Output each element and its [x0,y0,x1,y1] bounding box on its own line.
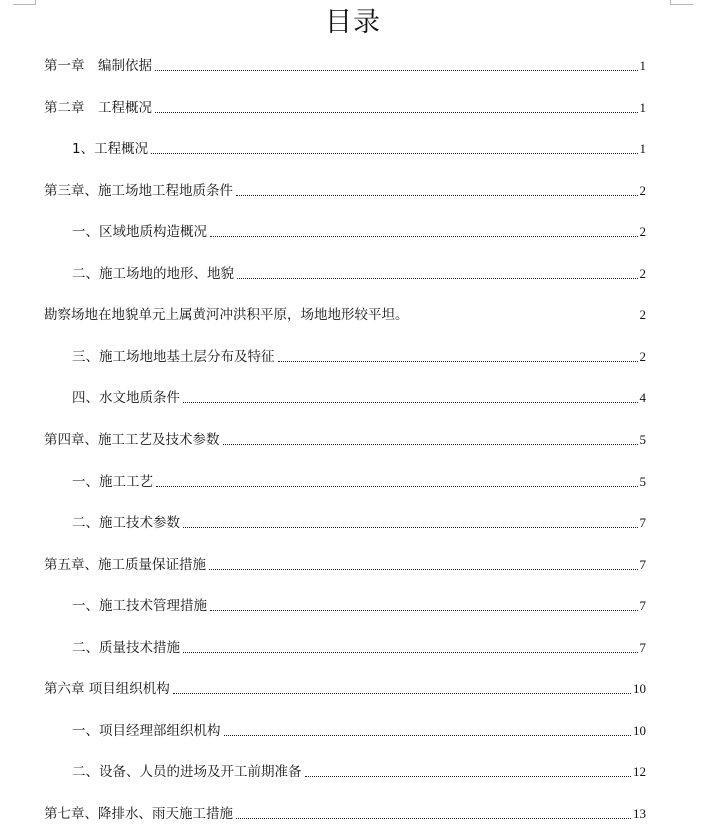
toc-entry[interactable] [44,803,646,823]
toc-entry[interactable] [44,304,646,324]
toc-dot-leader [305,775,632,777]
toc-entry[interactable] [72,595,646,615]
toc-entry-label: 二、施工技术参数 [72,515,180,532]
toc-dot-leader [210,235,638,237]
toc-dot-leader [209,568,638,570]
toc-entry-label: 第二章 工程概况 [44,99,152,116]
toc-dot-leader [278,360,638,362]
toc-entry[interactable] [72,263,646,283]
toc-entry[interactable] [44,55,646,75]
toc-entry-page-number: 7 [639,515,646,531]
toc-dot-leader [151,152,637,154]
toc-entry[interactable] [72,346,646,366]
toc-entry[interactable] [44,678,646,698]
toc-entry-label: 第四章、施工工艺及技术参数 [44,431,220,448]
toc-entry-label: 二、施工场地的地形、地貌 [72,265,234,282]
toc-entry-label: 第七章、降排水、雨天施工措施 [44,805,233,822]
toc-dot-leader [224,734,632,736]
toc-dot-leader [183,651,638,653]
toc-entry-label: 第六章 项目组织机构 [44,681,170,698]
toc-entry-label: 二、质量技术措施 [72,639,180,656]
toc-entry[interactable] [72,387,646,407]
toc-entry-label: 第一章 编制依据 [44,58,152,74]
toc-entry-label: 第五章、施工质量保证措施 [44,556,206,573]
toc-entry[interactable] [44,554,646,574]
toc-dot-leader [412,319,638,320]
toc-entry-page-number: 10 [633,722,646,738]
toc-entry-page-number: 2 [639,224,646,240]
toc-entry[interactable] [44,180,646,200]
toc-entry-page-number: 7 [639,598,646,614]
toc-entry-label: 一、施工工艺 [72,473,153,490]
toc-dot-leader [210,609,638,611]
toc-entry-label: 一、项目经理部组织机构 [72,722,221,739]
toc-entry-page-number: 2 [639,182,646,198]
toc-dot-leader [173,692,631,694]
toc-entry-page-number: 5 [639,473,646,489]
toc-entry[interactable] [72,720,646,740]
toc-entry[interactable] [44,97,646,117]
toc-entry-page-number: 13 [633,805,646,821]
toc-entry-page-number: 1 [639,99,646,115]
toc-entry-page-number: 12 [633,764,646,780]
toc-dot-leader [223,443,638,445]
toc-entry[interactable] [72,221,646,241]
toc-entry-label: 二、设备、人员的进场及开工前期准备 [72,764,302,781]
toc-entry[interactable] [72,471,646,491]
toc-entry[interactable] [72,761,646,781]
toc-entry-page-number: 5 [639,431,646,447]
toc-dot-leader [156,485,638,487]
toc-entry-page-number: 1 [639,58,646,73]
toc-dot-leader [183,401,638,403]
toc-title: 目录 [325,7,381,38]
toc-dot-leader [237,277,638,279]
toc-entry-label: 一、区域地质构造概况 [72,224,207,241]
toc-entry-page-number: 2 [639,348,646,364]
toc-entry-label: 第三章、施工场地工程地质条件 [44,182,233,199]
toc-entry[interactable] [72,138,646,158]
toc-entry-label: 三、施工场地地基土层分布及特征 [72,348,275,365]
toc-dot-leader [236,817,631,819]
toc-entry[interactable] [72,637,646,657]
toc-dot-leader [183,526,638,528]
toc-dot-leader [155,69,638,71]
toc-entry-page-number: 10 [633,681,646,697]
toc-dot-leader [236,194,638,196]
toc-dot-leader [155,111,638,113]
toc-entry[interactable] [72,512,646,532]
toc-entry[interactable] [44,429,646,449]
toc-entry-label: 1、工程概况 [72,141,149,158]
toc-entry-label: 勘察场地在地貌单元上属黄河冲洪积平原，场地地形较平坦。 [44,307,409,324]
toc-entry-page-number: 2 [639,307,646,323]
toc-entry-label: 四、水文地质条件 [72,390,180,407]
toc-entry-page-number: 2 [639,265,646,281]
toc-entry-page-number: 7 [639,639,646,655]
toc-entry-page-number: 7 [639,556,646,572]
toc-entry-page-number: 1 [639,141,646,157]
toc-entry-label: 一、施工技术管理措施 [72,598,207,615]
toc-entry-page-number: 4 [639,390,646,406]
